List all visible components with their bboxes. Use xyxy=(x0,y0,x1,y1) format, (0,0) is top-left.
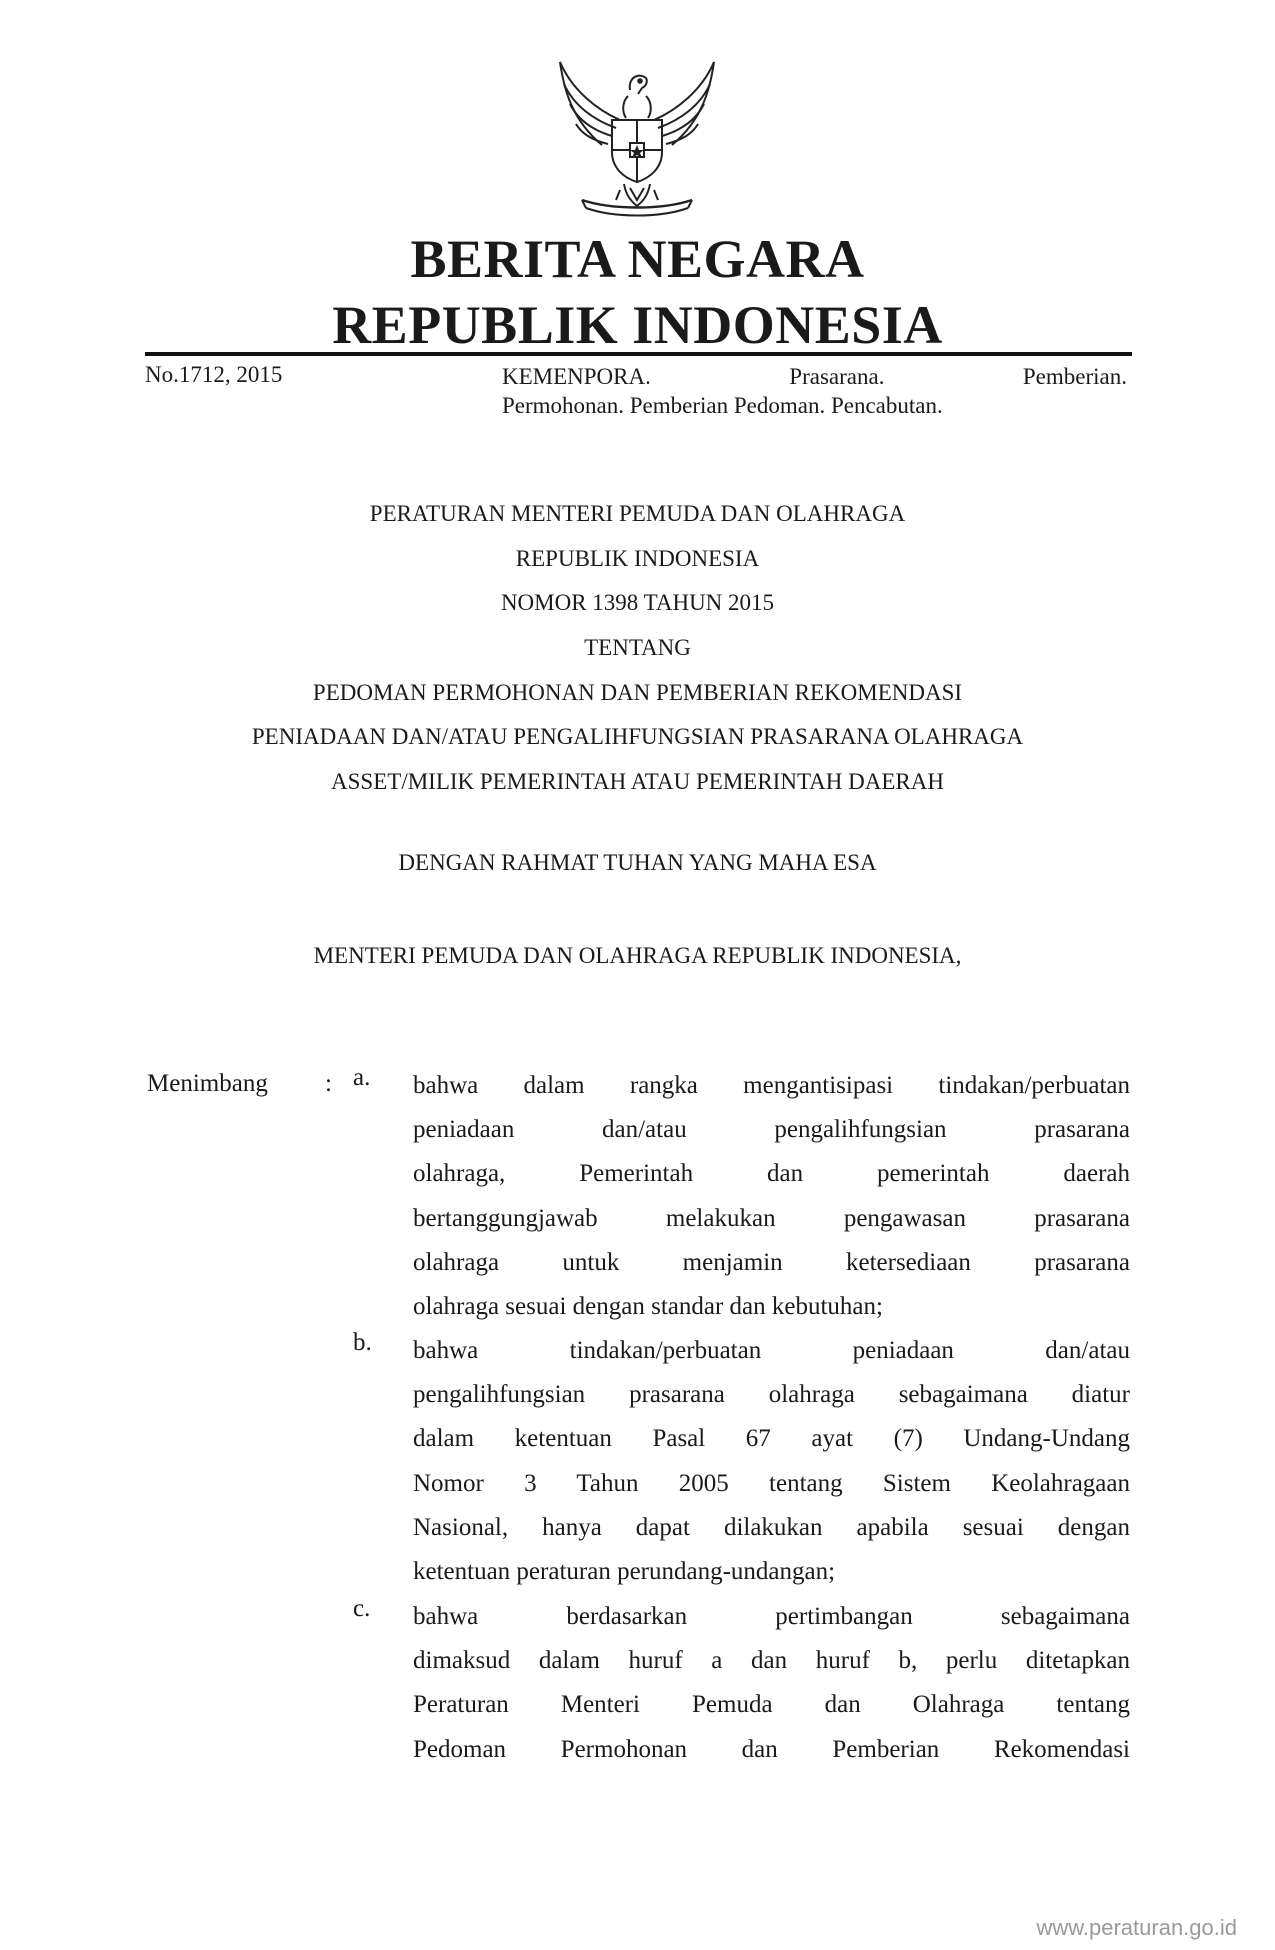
minister-line: MENTERI PEMUDA DAN OLAHRAGA REPUBLIK INDONESIA, xyxy=(313,943,962,968)
item-line: olahraga sesuai dengan standar dan kebutuhan; xyxy=(413,1293,883,1320)
item-line: dalam ketentuan Pasal 67 ayat (7) Undang-Undang xyxy=(413,1425,1130,1453)
item-line: dimaksud dalam huruf a dan huruf b, perlu ditetapkan xyxy=(413,1647,1130,1675)
item-marker: b. xyxy=(353,1329,372,1356)
regulation-title-line: PERATURAN MENTERI PEMUDA DAN OLAHRAGA xyxy=(369,501,906,526)
regulation-title-line: REPUBLIK INDONESIA xyxy=(515,545,760,571)
item-line: olahraga, Pemerintah dan pemerintah daerah xyxy=(413,1160,1130,1188)
gazette-subject xyxy=(502,362,1127,420)
item-line: peniadaan dan/atau pengalihfungsian prasarana xyxy=(413,1116,1130,1144)
regulation-title-line: PENIADAAN DAN/ATAU PENGALIHFUNGSIAN PRASARANA OLAHRAGA xyxy=(251,724,1024,750)
item-line: olahraga untuk menjamin ketersediaan prasarana xyxy=(413,1248,1130,1276)
item-marker: c. xyxy=(353,1595,371,1622)
masthead-title-line2: REPUBLIK INDONESIA xyxy=(332,295,943,355)
item-line: bahwa dalam rangka mengantisipasi tindakan/perbuatan xyxy=(413,1072,1130,1099)
item-line: bahwa tindakan/perbuatan peniadaan dan/atau xyxy=(413,1337,1130,1364)
gazette-subject-line1 xyxy=(502,362,1127,391)
masthead-rule xyxy=(145,352,1132,356)
gazette-number: No.1712, 2015 xyxy=(145,362,283,387)
regulation-title-line: TENTANG xyxy=(584,635,691,661)
gazette-subject-line2: Permohonan. Pemberian Pedoman. Pencabutan. xyxy=(502,393,943,418)
item-line: ketentuan peraturan perundang-undangan; xyxy=(413,1558,836,1585)
considerations-colon: : xyxy=(325,1070,332,1097)
item-line: bahwa berdasarkan pertimbangan sebagaimana xyxy=(413,1603,1130,1630)
regulation-title-line: PEDOMAN PERMOHONAN DAN PEMBERIAN REKOMENDASI xyxy=(312,679,963,705)
source-url: www.peraturan.go.id xyxy=(1036,1915,1237,1940)
blessing-line: DENGAN RAHMAT TUHAN YANG MAHA ESA xyxy=(398,850,877,875)
subject-word: Pemberian. xyxy=(1022,364,1127,389)
subject-word: KEMENPORA. xyxy=(502,364,651,389)
regulation-title-line: NOMOR 1398 TAHUN 2015 xyxy=(500,590,775,616)
regulation-title-line: ASSET/MILIK PEMERINTAH ATAU PEMERINTAH DAERAH xyxy=(331,769,944,795)
garuda-emblem-icon xyxy=(542,50,732,225)
item-line: Peraturan Menteri Pemuda dan Olahraga tentang xyxy=(413,1691,1130,1719)
item-line: pengalihfungsian prasarana olahraga sebagaimana diatur xyxy=(413,1381,1130,1409)
regulation-title xyxy=(0,492,1275,805)
masthead-title-line1: BERITA NEGARA xyxy=(410,229,865,289)
subject-word: Prasarana. xyxy=(789,364,885,389)
considerations-label: Menimbang xyxy=(147,1070,268,1097)
item-line: Pedoman Permohonan dan Pemberian Rekomendasi xyxy=(413,1735,1130,1763)
item-line: Nomor 3 Tahun 2005 tentang Sistem Keolahragaan xyxy=(413,1469,1130,1497)
item-marker: a. xyxy=(353,1064,371,1091)
item-line: bertanggungjawab melakukan pengawasan prasarana xyxy=(413,1204,1130,1232)
item-line: Nasional, hanya dapat dilakukan apabila sesuai dengan xyxy=(413,1513,1130,1541)
